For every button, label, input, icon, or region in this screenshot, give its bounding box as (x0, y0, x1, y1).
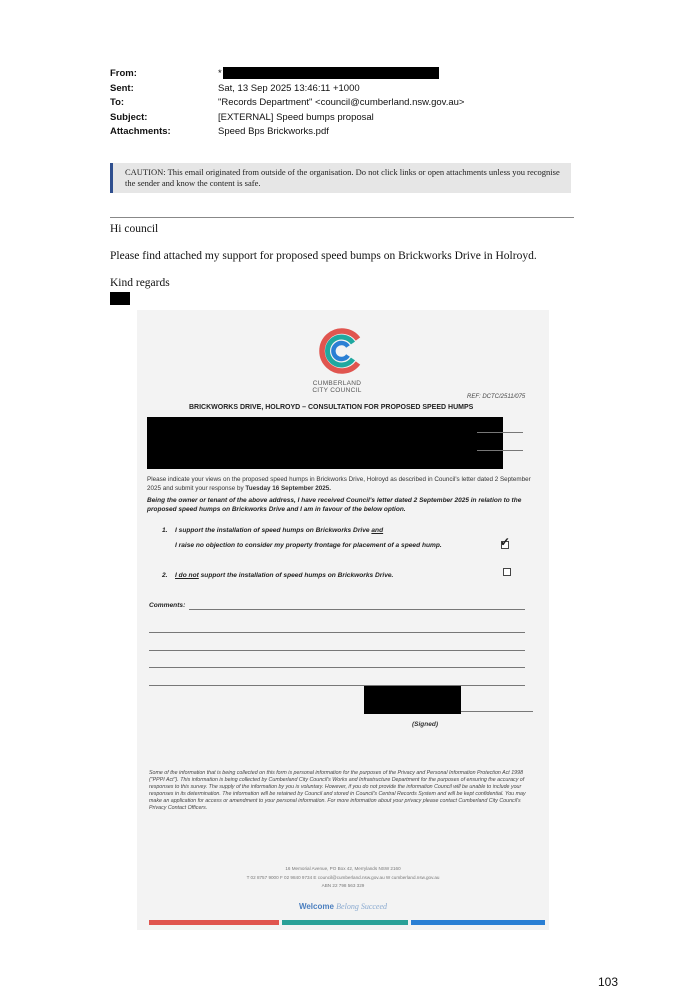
redaction-signature (364, 686, 461, 714)
to-row (110, 96, 464, 111)
council-slogan (137, 902, 549, 911)
footer-band-blue (411, 920, 545, 925)
from-prefix: * (218, 68, 222, 79)
comments-label: Comments: (149, 602, 186, 609)
council-contact: T 02 8757 9000 F 02 9840 9734 E council@cumberland.nsw.gov.au W cumberland.nsw.gov.au (246, 875, 440, 880)
from-label: From: (110, 68, 137, 79)
option-2-number: 2. (162, 572, 168, 579)
divider (110, 217, 574, 218)
option-1-and: and (371, 527, 384, 534)
comment-line[interactable] (189, 609, 525, 610)
option-2-line (175, 572, 393, 579)
comment-line[interactable] (149, 650, 525, 651)
form-title: BRICKWORKS DRIVE, HOLROYD – CONSULTATION FOR PROPOSED SPEED HUMPS (189, 404, 474, 411)
sent-label: Sent: (110, 82, 134, 94)
privacy-notice: Some of the information that is being collected on this form is personal information for the purposes of the Privacy and Personal Information Protection Act 1998 ("PPPI Act"). This information is being collected by Cumberland City Council's Works and Infrastructure Department for the purposes of ensuring the accuracy of responses to this survey. The supply of the information by you is voluntary. However, if you do not provide the information Council will be unable to include your responses in its determination. The information will be retained by Council and stored in Council's Central Records System and will be kept confidential. You may make an application for access or amendment to your personal information. For more information about your privacy please contact Cumberland City Council's Privacy Contact Officers. (149, 770, 526, 812)
option-2-checkbox[interactable] (503, 568, 511, 576)
intro-text: Please indicate your views on the proposed speed humps in Brickworks Drive, Holroyd as described in Council's letter dated 2 September 2025 and submit your response by (147, 476, 531, 492)
from-value (218, 67, 439, 82)
scanned-form (137, 310, 549, 930)
slogan-rest: Belong Succeed (336, 902, 388, 911)
option-1-text: I support the installation of speed humps on Brickworks Drive (175, 527, 372, 534)
signoff: Kind regards (110, 277, 170, 289)
redaction-signature-name (110, 292, 130, 305)
email-header (110, 67, 464, 140)
option-2-do-not: I do not (175, 572, 199, 579)
subject-value: [EXTERNAL] Speed bumps proposal (218, 111, 374, 123)
redaction-from (223, 67, 439, 79)
council-name-line1: CUMBERLAND (312, 380, 362, 387)
council-name (307, 380, 367, 394)
slogan-welcome: Welcome (298, 902, 334, 911)
form-instructions (147, 475, 542, 493)
option-1-number: 1. (162, 527, 168, 534)
council-abn: ABN 22 798 563 329 (321, 883, 365, 888)
comment-line[interactable] (149, 685, 525, 686)
attachments-label: Attachments: (110, 126, 171, 137)
council-logo (317, 328, 363, 374)
to-value: "Records Department" <council@cumberland.nsw.gov.au> (218, 97, 465, 108)
greeting: Hi council (110, 223, 159, 235)
email-body: Please find attached my support for proposed speed bumps on Brickworks Drive in Holroyd. (110, 250, 537, 262)
option-1-line1 (175, 527, 383, 534)
comment-line[interactable] (149, 667, 525, 668)
reference-number: REF: DCTC/2511/075 (467, 394, 526, 400)
attachment-link[interactable]: Speed Bps Brickworks.pdf (218, 126, 329, 137)
comment-line[interactable] (149, 632, 525, 633)
footer-band-red (149, 920, 279, 925)
signature-line (461, 711, 533, 712)
signed-label: (Signed) (412, 721, 438, 728)
page-number: 103 (598, 975, 619, 989)
redaction-address (147, 417, 503, 469)
subject-row (110, 111, 464, 126)
declaration-text: Being the owner or tenant of the above address, I have received Council's letter dated 2 September 2025 in relation to the proposed speed humps on Brickworks Drive and I am in favour of the below option. (147, 497, 522, 513)
sent-value: Sat, 13 Sep 2025 13:46:11 +1000 (218, 82, 360, 94)
option-1-line2: I raise no objection to consider my property frontage for placement of a speed hump. (175, 542, 442, 549)
council-address: 16 Memorial Avenue, PO Box 42, Merrylands NSW 2160 (285, 866, 401, 871)
attachments-row (110, 125, 464, 140)
option-2-text: support the installation of speed humps on Brickworks Drive. (198, 572, 394, 579)
to-label: To: (110, 97, 125, 108)
address-line (477, 450, 523, 451)
address-line (477, 432, 523, 433)
subject-label: Subject: (110, 111, 148, 123)
sent-row (110, 82, 464, 97)
footer-band-teal (282, 920, 408, 925)
from-row (110, 67, 464, 82)
response-deadline: Tuesday 16 September 2025. (245, 485, 332, 492)
checkmark-icon: ✓ (500, 535, 511, 549)
logo-ring-blue (333, 343, 348, 359)
council-name-line2: CITY COUNCIL (312, 387, 362, 394)
caution-banner: CAUTION: This email originated from outside of the organisation. Do not click links or open attachments unless you recognise the sender and know the content is safe. (110, 163, 571, 193)
